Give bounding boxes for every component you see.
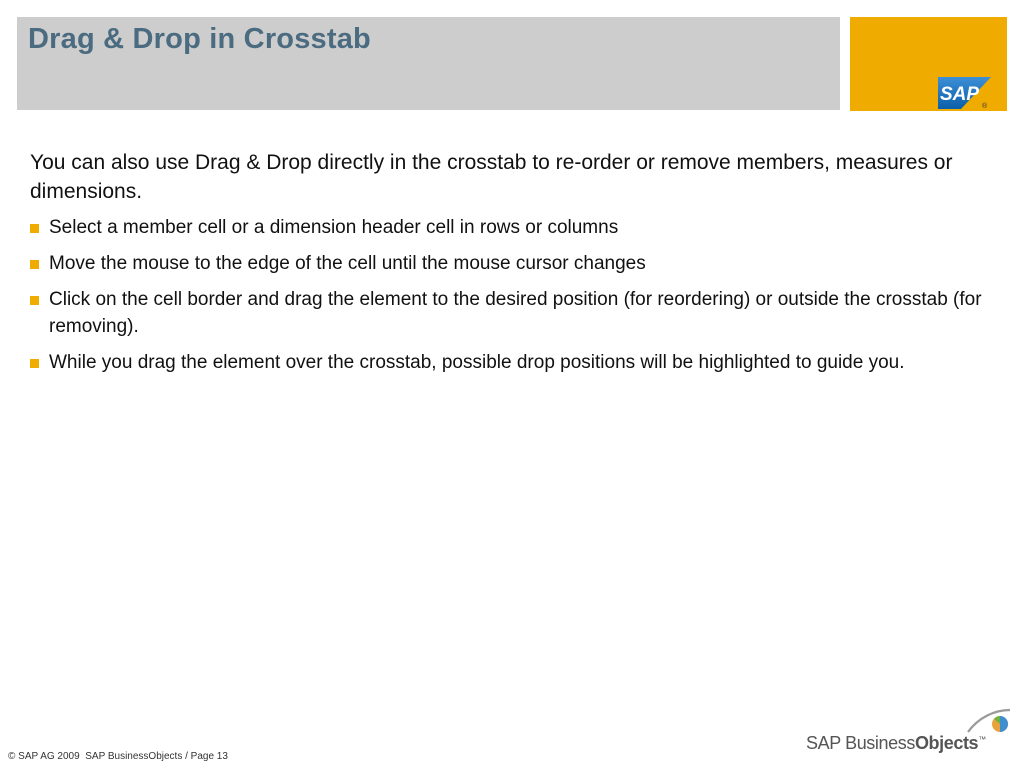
sap-logo-box	[850, 17, 1007, 111]
bo-logo-suffix: Objects	[914, 733, 979, 753]
footer-copyright: © SAP AG 2009 SAP BusinessObjects / Page 13	[8, 751, 228, 762]
bo-tm-mark: ™	[978, 735, 986, 744]
businessobjects-logo	[806, 706, 1012, 756]
globe-swoosh-icon	[966, 706, 1012, 736]
bullet-item	[30, 250, 990, 277]
bullet-item	[30, 349, 990, 376]
bullet-list	[30, 214, 990, 376]
bullet-text: Click on the cell border and drag the element to the desired position (for reordering) or outside the crosstab (for removing).	[49, 289, 982, 337]
square-bullet-icon	[30, 296, 39, 305]
slide-body	[30, 148, 990, 385]
businessobjects-wordmark	[806, 733, 986, 754]
bullet-text: Select a member cell or a dimension header cell in rows or columns	[49, 217, 619, 238]
bo-logo-prefix: SAP Business	[806, 733, 915, 753]
bullet-item	[30, 286, 990, 340]
square-bullet-icon	[30, 260, 39, 269]
title-band	[17, 17, 840, 110]
intro-paragraph: You can also use Drag & Drop directly in the crosstab to re-order or remove members, measures or dimensions.	[30, 151, 953, 203]
bullet-item	[30, 214, 990, 241]
square-bullet-icon	[30, 224, 39, 233]
slide-title: Drag & Drop in Crosstab	[28, 23, 371, 55]
square-bullet-icon	[30, 359, 39, 368]
sap-logo-text: SAP	[940, 84, 980, 105]
bullet-text: While you drag the element over the crosstab, possible drop positions will be highlighted to guide you.	[49, 352, 905, 373]
bullet-text: Move the mouse to the edge of the cell until the mouse cursor changes	[49, 253, 646, 274]
sap-registered-mark: ®	[982, 103, 988, 109]
sap-logo-icon	[938, 77, 991, 109]
